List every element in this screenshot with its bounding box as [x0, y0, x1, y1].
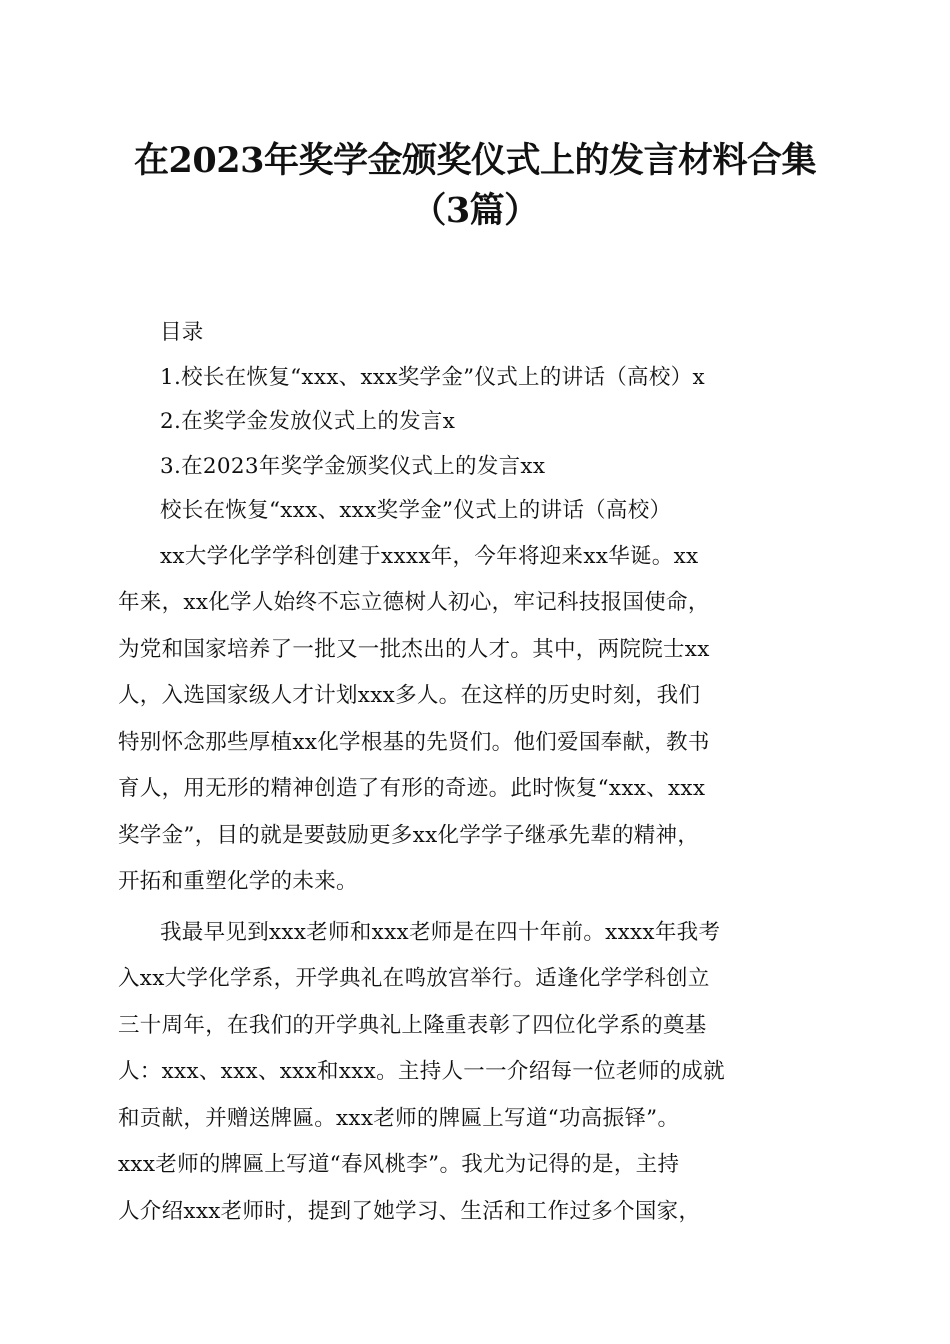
paragraph-line: 为党和国家培养了一批又一批杰出的人才。其中，两院院士xx: [118, 636, 710, 662]
document-title: 在2023年奖学金颁奖仪式上的发言材料合集: [134, 140, 816, 181]
toc-heading: 目录: [160, 320, 204, 345]
paragraph-line: 开拓和重塑化学的未来。: [118, 869, 358, 894]
paragraph-line: 特别怀念那些厚植xx化学根基的先贤们。他们爱国奉献，教书: [118, 729, 710, 755]
paragraph-line: 我最早见到xxx老师和xxx老师是在四十年前。xxxx年我考: [160, 919, 721, 945]
paragraph-line: 人，入选国家级人才计划xxx多人。在这样的历史时刻，我们: [118, 683, 701, 708]
paragraph-line: xxx老师的牌匾上写道“春风桃李”。我尤为记得的是，主持: [118, 1152, 680, 1177]
paragraph-line: 和贡献，并赠送牌匾。xxx老师的牌匾上写道“功高振铎”。: [118, 1105, 680, 1131]
table-of-contents: [118, 311, 832, 534]
paragraph: [118, 910, 832, 1236]
toc-item[interactable]: 2.在奖学金发放仪式上的发言x: [160, 409, 456, 434]
section-heading: 校长在恢复“xxx、xxx奖学金”仪式上的讲话（高校）: [160, 498, 672, 523]
paragraph-line: 入xx大学化学系，开学典礼在鸣放宫举行。适逢化学学科创立: [118, 966, 710, 991]
paragraph-line: 人介绍xxx老师时，提到了她学习、生活和工作过多个国家，: [118, 1198, 701, 1224]
paragraph-line: 育人，用无形的精神创造了有形的奇迹。此时恢复“xxx、xxx: [118, 776, 706, 801]
paragraph-line: xx大学化学学科创建于xxxx年，今年将迎来xx华诞。xx: [160, 543, 699, 569]
paragraph-line: 人：xxx、xxx、xxx和xxx。主持人一一介绍每一位老师的成就: [118, 1059, 725, 1084]
toc-item[interactable]: 1.校长在恢复“xxx、xxx奖学金”仪式上的讲话（高校）x: [160, 364, 705, 390]
paragraph-line: 奖学金”，目的就是要鼓励更多xx化学学子继承先辈的精神，: [118, 822, 700, 848]
document-subtitle: （3篇）: [411, 190, 539, 231]
paragraph-line: 三十周年，在我们的开学典礼上隆重表彰了四位化学系的奠基: [118, 1012, 707, 1038]
paragraph-line: 年来，xx化学人始终不忘立德树人初心，牢记科技报国使命，: [118, 590, 710, 615]
toc-item[interactable]: 3.在2023年奖学金颁奖仪式上的发言xx: [160, 453, 546, 479]
paragraph: [118, 534, 832, 906]
body-text: [118, 534, 832, 1236]
